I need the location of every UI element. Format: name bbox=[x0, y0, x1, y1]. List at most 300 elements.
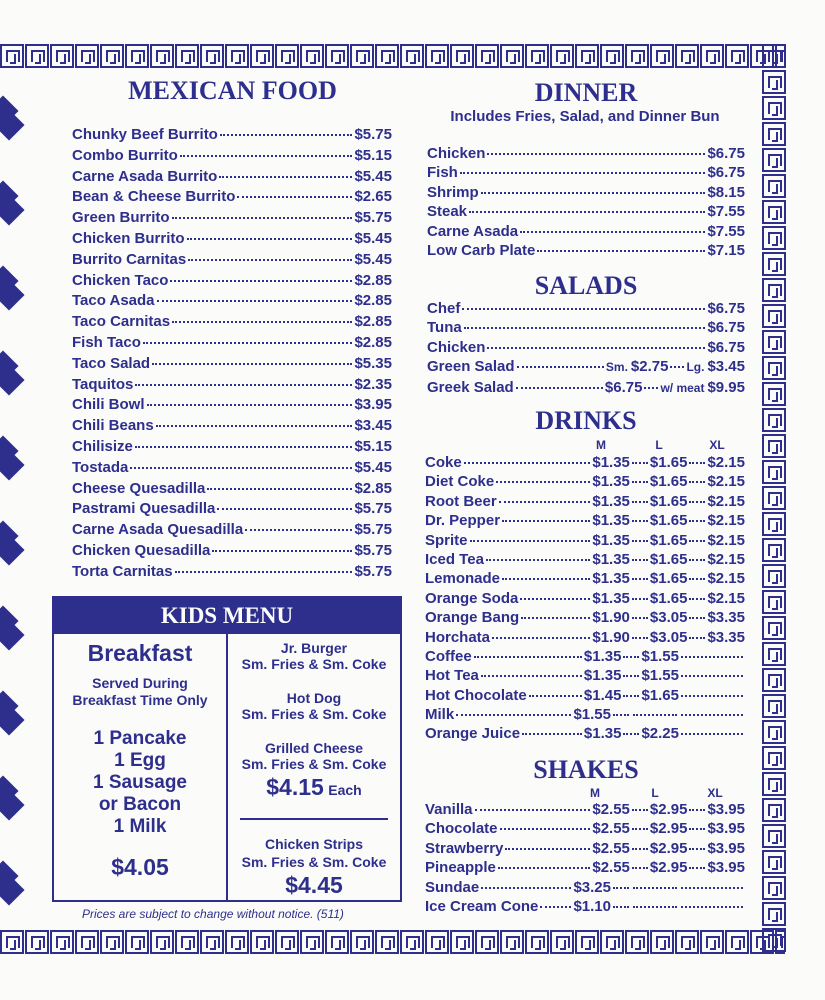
leader-dots bbox=[502, 578, 590, 580]
greek-key-tile bbox=[675, 44, 699, 68]
price: $5.75 bbox=[354, 562, 392, 580]
price-large: $1.65 bbox=[649, 512, 688, 530]
leader-dots bbox=[623, 733, 639, 735]
greek-key-tile bbox=[50, 44, 74, 68]
shakes-heading: SHAKES bbox=[533, 755, 639, 784]
menu-row-ice-cream-cone bbox=[425, 898, 745, 917]
price-xl: $3.35 bbox=[707, 628, 745, 646]
price: $3.95 bbox=[354, 396, 392, 414]
leader-dots bbox=[689, 867, 705, 869]
price-large: $1.65 bbox=[649, 531, 688, 549]
diamond-pair bbox=[0, 695, 26, 733]
greek-key-tile bbox=[25, 44, 49, 68]
price-medium: $1.35 bbox=[583, 725, 622, 743]
price: $6.75 bbox=[707, 338, 745, 356]
leader-dots bbox=[487, 153, 705, 155]
menu-row-carne-asada bbox=[427, 223, 745, 242]
leader-dots bbox=[632, 828, 648, 830]
leader-dots bbox=[143, 342, 353, 344]
greek-key-tile bbox=[525, 44, 549, 68]
greek-key-border-right bbox=[762, 44, 786, 956]
menu-row-green-burrito bbox=[72, 209, 392, 230]
menu-row-taco-asada bbox=[72, 292, 392, 313]
leader-dots bbox=[152, 363, 352, 365]
diamond-pair bbox=[0, 865, 26, 903]
menu-row-chunky-beef-burrito bbox=[72, 126, 392, 147]
diamond-pair bbox=[0, 610, 26, 648]
price: $5.45 bbox=[354, 167, 392, 185]
price: $5.15 bbox=[354, 437, 392, 455]
price: $5.45 bbox=[354, 229, 392, 247]
menu-row-chicken-quesadilla bbox=[72, 542, 392, 563]
item-name: Chef bbox=[427, 300, 461, 317]
price-medium: $1.35 bbox=[592, 589, 630, 607]
greek-key-tile bbox=[762, 330, 786, 354]
leader-dots bbox=[135, 446, 353, 448]
item-name: Chicken bbox=[427, 145, 486, 162]
greek-key-tile bbox=[400, 44, 424, 68]
item-name: Orange Juice bbox=[425, 725, 521, 743]
price-xl: $2.15 bbox=[707, 512, 745, 530]
leader-dots bbox=[486, 559, 590, 561]
greek-key-tile bbox=[575, 44, 599, 68]
price-medium: $2.55 bbox=[592, 820, 630, 838]
item-name: Greek Salad bbox=[427, 378, 514, 396]
greek-key-tile bbox=[762, 642, 786, 666]
item-name: Green Burrito bbox=[72, 209, 170, 227]
greek-key-tile bbox=[762, 902, 786, 926]
grilled-cheese-side: Sm. Fries & Sm. Coke bbox=[241, 756, 387, 772]
price: $6.75 bbox=[707, 300, 745, 317]
leader-dots bbox=[632, 809, 648, 811]
chicken-strips-side: Sm. Fries & Sm. Coke bbox=[241, 854, 387, 870]
greek-key-tile bbox=[75, 930, 99, 954]
item-name: Shrimp bbox=[427, 183, 479, 201]
greek-key-tile bbox=[400, 930, 424, 954]
greek-key-tile bbox=[762, 694, 786, 718]
menu-row-coke bbox=[425, 454, 745, 473]
item-name: Fish Taco bbox=[72, 333, 141, 351]
leader-dots bbox=[520, 598, 590, 600]
hot-dog-side: Sm. Fries & Sm. Coke bbox=[241, 706, 387, 722]
greek-key-tile bbox=[375, 930, 399, 954]
with-meat-label: w/ meat bbox=[660, 380, 705, 395]
greek-key-tile bbox=[700, 930, 724, 954]
item-name: Burrito Carnitas bbox=[72, 250, 187, 268]
greek-key-tile bbox=[350, 44, 374, 68]
price-medium: $1.35 bbox=[583, 647, 622, 665]
menu-row-shrimp bbox=[427, 184, 745, 203]
price-xl: $2.15 bbox=[707, 570, 745, 588]
leader-dots bbox=[481, 675, 582, 677]
price-large: $1.55 bbox=[641, 647, 679, 665]
price-xl: $3.95 bbox=[707, 820, 745, 838]
greek-key-tile bbox=[762, 304, 786, 328]
leader-dots bbox=[632, 848, 648, 850]
leader-dots bbox=[481, 192, 706, 194]
leader-dots bbox=[689, 809, 705, 811]
leader-dots bbox=[633, 887, 677, 889]
leader-dots bbox=[175, 571, 353, 573]
leader-dots bbox=[632, 617, 648, 619]
menu-row-low-carb-plate bbox=[427, 242, 745, 261]
menu-row-vanilla bbox=[425, 801, 745, 820]
greek-key-tile bbox=[325, 44, 349, 68]
price-disclaimer: Prices are subject to change without notice. (511) bbox=[82, 907, 344, 921]
diamond-pair bbox=[0, 440, 26, 478]
leader-dots bbox=[464, 462, 591, 464]
price: $6.75 bbox=[707, 164, 745, 182]
greek-key-tile bbox=[250, 930, 274, 954]
greek-key-tile bbox=[525, 930, 549, 954]
kids-breakfast-panel bbox=[54, 634, 228, 900]
leader-dots bbox=[207, 488, 352, 490]
leader-dots bbox=[520, 231, 705, 233]
price-large: $1.65 bbox=[649, 473, 688, 491]
leader-dots bbox=[633, 906, 677, 908]
menu-row-greek-salad bbox=[427, 379, 745, 400]
leader-dots bbox=[517, 366, 604, 368]
greek-key-tile bbox=[275, 930, 299, 954]
price-medium: $1.55 bbox=[573, 706, 611, 724]
leader-dots bbox=[689, 637, 705, 639]
item-name: Chicken Taco bbox=[72, 271, 169, 289]
leader-dots bbox=[689, 501, 705, 503]
item-name: Taco Carnitas bbox=[72, 313, 171, 331]
price-large: $3.05 bbox=[649, 628, 688, 646]
jr-burger-label: Jr. Burger bbox=[280, 640, 348, 656]
price-xl: $2.15 bbox=[707, 492, 745, 510]
leader-dots bbox=[499, 501, 591, 503]
item-name: Hot Tea bbox=[425, 667, 479, 685]
price: $7.55 bbox=[707, 203, 745, 221]
diamond-shape bbox=[0, 789, 25, 820]
greek-key-tile bbox=[762, 122, 786, 146]
price-medium: $1.35 bbox=[592, 570, 630, 588]
item-name: Chicken bbox=[427, 338, 486, 356]
item-name: Lemonade bbox=[425, 570, 501, 588]
leader-dots bbox=[632, 462, 648, 464]
diamond-shape bbox=[0, 279, 25, 310]
dinner-list bbox=[427, 145, 745, 261]
breakfast-time-text: Breakfast Time Only bbox=[72, 692, 208, 708]
price-medium: $1.10 bbox=[573, 897, 611, 915]
leader-dots bbox=[632, 578, 648, 580]
price: $6.75 bbox=[707, 145, 745, 162]
greek-key-tile bbox=[500, 44, 524, 68]
price: $5.45 bbox=[354, 458, 392, 476]
greek-key-tile bbox=[325, 930, 349, 954]
price: $7.55 bbox=[707, 222, 745, 240]
item-name: Orange Bang bbox=[425, 609, 520, 627]
price-large: $2.95 bbox=[649, 859, 688, 877]
size-column-label: M bbox=[590, 786, 600, 800]
item-name: Cheese Quesadilla bbox=[72, 479, 206, 497]
greek-key-tile bbox=[762, 200, 786, 224]
greek-key-tile bbox=[550, 930, 574, 954]
greek-key-tile bbox=[100, 44, 124, 68]
diamond-shape bbox=[0, 449, 25, 480]
menu-row-sprite bbox=[425, 532, 745, 551]
item-name: Fish bbox=[427, 164, 458, 182]
item-name: Carne Asada Burrito bbox=[72, 167, 218, 185]
price-medium: $2.55 bbox=[592, 859, 630, 877]
menu-row-milk bbox=[425, 706, 745, 725]
breakfast-item: 1 Pancake bbox=[93, 728, 187, 749]
menu-row-green-salad bbox=[427, 358, 745, 379]
price: $5.75 bbox=[354, 500, 392, 518]
price: $6.75 bbox=[707, 319, 745, 337]
price-with-meat: $9.95 bbox=[707, 378, 745, 396]
item-name: Low Carb Plate bbox=[427, 241, 536, 259]
diamond-shape bbox=[0, 874, 25, 905]
item-name: Pineapple bbox=[425, 859, 496, 877]
item-name: Iced Tea bbox=[425, 550, 484, 568]
greek-key-border-bottom bbox=[0, 930, 785, 956]
price-xl: $3.95 bbox=[707, 839, 745, 857]
leader-dots bbox=[496, 481, 590, 483]
leader-dots bbox=[180, 155, 353, 157]
menu-row-chicken-burrito bbox=[72, 230, 392, 251]
item-name: Taco Salad bbox=[72, 354, 151, 372]
leader-dots bbox=[502, 520, 590, 522]
price-medium: $3.25 bbox=[573, 878, 611, 896]
item-name: Steak bbox=[427, 203, 468, 221]
greek-key-tile bbox=[200, 930, 224, 954]
greek-key-tile bbox=[0, 930, 24, 954]
diamond-pair bbox=[0, 525, 26, 563]
greek-key-tile bbox=[762, 278, 786, 302]
diamond-pair bbox=[0, 100, 26, 138]
price-large: $1.65 bbox=[641, 686, 679, 704]
leader-dots bbox=[521, 617, 590, 619]
menu-row-tostada bbox=[72, 459, 392, 480]
menu-row-coffee bbox=[425, 648, 745, 667]
price-xl: $3.95 bbox=[707, 859, 745, 877]
leader-dots bbox=[689, 481, 705, 483]
breakfast-price: $4.05 bbox=[111, 854, 169, 880]
menu-row-carne-asada-burrito bbox=[72, 168, 392, 189]
greek-key-tile bbox=[600, 930, 624, 954]
price-medium: $1.35 bbox=[592, 492, 630, 510]
price-medium: $2.55 bbox=[592, 839, 630, 857]
greek-key-tile bbox=[725, 44, 749, 68]
diamond-shape bbox=[0, 194, 25, 225]
leader-dots bbox=[212, 550, 352, 552]
breakfast-item: 1 Milk bbox=[113, 816, 167, 837]
diamond-pair bbox=[0, 780, 26, 818]
greek-key-tile bbox=[762, 746, 786, 770]
greek-key-tile bbox=[300, 44, 324, 68]
drinks-size-header bbox=[572, 438, 746, 452]
price-large: $2.95 bbox=[649, 820, 688, 838]
price: $2.85 bbox=[354, 333, 392, 351]
size-column-label: L bbox=[651, 786, 659, 800]
leader-dots bbox=[613, 887, 629, 889]
item-name: Combo Burrito bbox=[72, 146, 178, 164]
price-small: $2.75 bbox=[630, 358, 669, 376]
greek-key-tile bbox=[600, 44, 624, 68]
mexican-food-list bbox=[72, 126, 392, 584]
menu-row-orange-bang bbox=[425, 609, 745, 628]
item-name: Sundae bbox=[425, 878, 480, 896]
breakfast-title: Breakfast bbox=[87, 640, 193, 666]
leader-dots bbox=[456, 714, 571, 716]
greek-key-tile bbox=[762, 44, 786, 68]
leader-dots bbox=[623, 675, 639, 677]
menu-row-pineapple bbox=[425, 859, 745, 878]
price-xl: $2.15 bbox=[707, 473, 745, 491]
greek-key-tile bbox=[762, 876, 786, 900]
greek-key-tile bbox=[425, 44, 449, 68]
leader-dots bbox=[670, 366, 684, 368]
greek-key-tile bbox=[762, 226, 786, 250]
leader-dots bbox=[632, 520, 648, 522]
price: $5.75 bbox=[354, 541, 392, 559]
leader-dots bbox=[689, 559, 705, 561]
leader-dots bbox=[130, 467, 352, 469]
price: $2.65 bbox=[354, 188, 392, 206]
leader-dots bbox=[537, 250, 705, 252]
greek-key-tile bbox=[450, 44, 474, 68]
leader-dots bbox=[632, 637, 648, 639]
greek-key-tile bbox=[650, 44, 674, 68]
greek-key-tile bbox=[350, 930, 374, 954]
leader-dots bbox=[469, 211, 705, 213]
menu-row-chocolate bbox=[425, 820, 745, 839]
greek-key-tile bbox=[75, 44, 99, 68]
leader-dots bbox=[516, 387, 603, 389]
item-name: Diet Coke bbox=[425, 473, 495, 491]
price-large: $1.55 bbox=[641, 667, 679, 685]
size-label-lg: Lg. bbox=[686, 360, 705, 375]
menu-row-steak bbox=[427, 203, 745, 222]
greek-key-tile bbox=[225, 44, 249, 68]
price-medium: $1.90 bbox=[592, 609, 630, 627]
leader-dots bbox=[632, 867, 648, 869]
menu-row-chili-beans bbox=[72, 417, 392, 438]
mexican-food-heading: MEXICAN FOOD bbox=[128, 76, 337, 105]
menu-row-fish bbox=[427, 164, 745, 183]
menu-row-horchata bbox=[425, 629, 745, 648]
menu-row-lemonade bbox=[425, 570, 745, 589]
greek-key-tile bbox=[250, 44, 274, 68]
greek-key-tile bbox=[175, 930, 199, 954]
leader-dots bbox=[689, 617, 705, 619]
greek-key-tile bbox=[0, 44, 24, 68]
price-xl: $2.15 bbox=[707, 531, 745, 549]
drinks-heading: DRINKS bbox=[535, 406, 637, 435]
breakfast-item: 1 Sausage bbox=[93, 772, 187, 793]
item-name: Ice Cream Cone bbox=[425, 897, 539, 915]
salads-list bbox=[427, 300, 745, 400]
menu-row-root-beer bbox=[425, 493, 745, 512]
shakes-list bbox=[425, 801, 745, 917]
item-name: Coke bbox=[425, 454, 462, 471]
leader-dots bbox=[689, 520, 705, 522]
item-name: Pastrami Quesadilla bbox=[72, 500, 216, 518]
price-large: $1.65 bbox=[649, 454, 688, 471]
leader-dots bbox=[681, 675, 743, 677]
diamond-shape bbox=[0, 619, 25, 650]
price: $7.15 bbox=[707, 241, 745, 259]
menu-row-taco-carnitas bbox=[72, 313, 392, 334]
size-column-label: XL bbox=[707, 786, 723, 800]
greek-key-tile bbox=[625, 930, 649, 954]
greek-key-tile bbox=[200, 44, 224, 68]
menu-row-sundae bbox=[425, 879, 745, 898]
greek-key-tile bbox=[675, 930, 699, 954]
greek-key-tile bbox=[700, 44, 724, 68]
greek-key-tile bbox=[762, 174, 786, 198]
greek-key-tile bbox=[762, 720, 786, 744]
leader-dots bbox=[135, 384, 352, 386]
item-name: Chocolate bbox=[425, 820, 498, 838]
diamond-pair bbox=[0, 185, 26, 223]
price-medium: $1.90 bbox=[592, 628, 630, 646]
chicken-strips-price: $4.45 bbox=[285, 872, 343, 898]
greek-key-tile bbox=[550, 44, 574, 68]
greek-key-tile bbox=[25, 930, 49, 954]
chicken-strips-label: Chicken Strips bbox=[264, 836, 364, 852]
price-xl: $2.15 bbox=[707, 589, 745, 607]
greek-key-tile bbox=[762, 772, 786, 796]
greek-key-tile bbox=[300, 930, 324, 954]
price-large: $1.65 bbox=[649, 570, 688, 588]
price-large: $1.65 bbox=[649, 589, 688, 607]
dinner-subtitle: Includes Fries, Salad, and Dinner Bun bbox=[450, 108, 720, 125]
price-medium: $1.35 bbox=[592, 473, 630, 491]
item-name: Chilisize bbox=[72, 437, 133, 455]
leader-dots bbox=[220, 134, 353, 136]
salads-heading: SALADS bbox=[534, 271, 638, 300]
greek-key-tile bbox=[762, 824, 786, 848]
leader-dots bbox=[474, 656, 582, 658]
greek-key-tile bbox=[625, 44, 649, 68]
price: $2.85 bbox=[354, 479, 392, 497]
leader-dots bbox=[613, 906, 629, 908]
menu-row-combo-burrito bbox=[72, 147, 392, 168]
leader-dots bbox=[689, 462, 705, 464]
price-xl: $2.15 bbox=[707, 550, 745, 568]
shakes-size-header bbox=[565, 786, 745, 800]
price: $5.75 bbox=[354, 521, 392, 539]
menu-row-fish-taco bbox=[72, 334, 392, 355]
leader-dots bbox=[219, 176, 352, 178]
item-name: Strawberry bbox=[425, 839, 504, 857]
menu-row-hot-chocolate bbox=[425, 687, 745, 706]
menu-row-chicken bbox=[427, 339, 745, 358]
leader-dots bbox=[172, 217, 353, 219]
item-name: Horchata bbox=[425, 628, 491, 646]
breakfast-item: 1 Egg bbox=[114, 750, 166, 771]
greek-key-tile bbox=[762, 486, 786, 510]
leader-dots bbox=[623, 695, 639, 697]
greek-key-tile bbox=[375, 44, 399, 68]
greek-key-tile bbox=[275, 44, 299, 68]
size-column-label: M bbox=[596, 438, 606, 452]
size-column-label: L bbox=[655, 438, 663, 452]
price: $5.35 bbox=[354, 354, 392, 372]
greek-key-tile bbox=[225, 930, 249, 954]
leader-dots bbox=[681, 906, 743, 908]
greek-key-tile bbox=[50, 930, 74, 954]
price-medium: $1.35 bbox=[583, 667, 622, 685]
item-name: Chicken Quesadilla bbox=[72, 541, 211, 559]
hot-dog-label: Hot Dog bbox=[286, 690, 342, 706]
item-name: Taco Asada bbox=[72, 292, 155, 310]
menu-row-tuna bbox=[427, 319, 745, 338]
